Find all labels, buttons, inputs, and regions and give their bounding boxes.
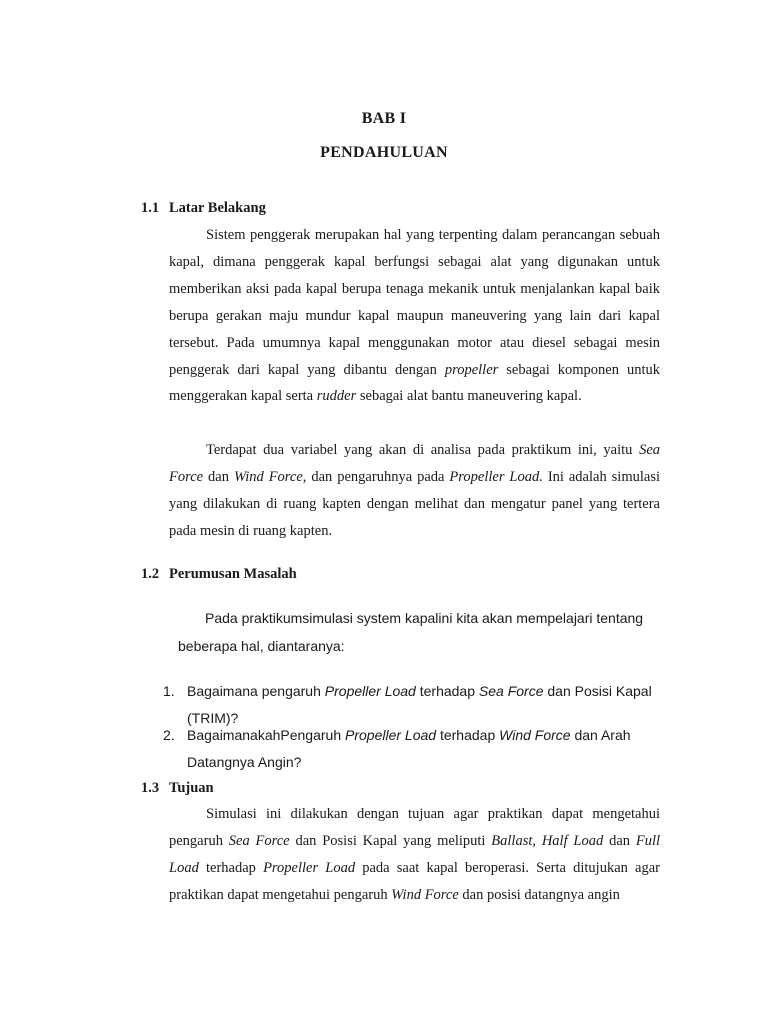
text-run: terhadap	[415, 683, 479, 699]
text-run: Sistem penggerak merupakan hal yang terpenting dalam perancangan sebuah kapal, dimana penggerak kapal berfungsi sebagai alat yang digunakan untuk memberikan aksi pada kapal berupa tenaga mekanik untuk menjalankan kapal baik berupa gerakan maju mundur kapal maupun maneuvering yang lain dari kapal tersebut. Pada umumnya kapal menggunakan motor atau diesel sebagai mesin penggerak dari kapal yang dibantu dengan	[169, 227, 660, 378]
section-title: Latar Belakang	[169, 200, 266, 216]
italic-term: Ballast, Half Load	[491, 832, 604, 849]
text-run: sebagai alat bantu maneuvering kapal.	[356, 388, 582, 405]
italic-term: propeller	[444, 361, 499, 378]
section-heading-1-3	[141, 780, 214, 797]
section-number: 1.2	[141, 566, 160, 582]
problem-intro-line-1: Pada praktikumsimulasi system kapalini kita akan mempelajari tentang	[205, 610, 644, 626]
text-run: pada saat kapal beroperasi. Serta ditujukan agar praktikan dapat mengetahui pengaruh	[169, 859, 661, 903]
italic-term: Full Load	[169, 832, 661, 876]
section-heading-1-1	[141, 200, 266, 217]
list-item-2-line-2: Datangnya Angin?	[187, 754, 302, 770]
section-heading-1-2	[141, 566, 297, 583]
paragraph-latar-belakang-1	[169, 222, 660, 410]
italic-term: Sea Force	[169, 442, 660, 485]
italic-term: Wind Force	[499, 727, 571, 743]
chapter-label: BAB I	[361, 110, 407, 127]
section-title: Tujuan	[169, 780, 214, 796]
list-number: 1.	[163, 683, 175, 699]
section-number: 1.1	[141, 200, 160, 216]
text-run: terhadap	[198, 859, 264, 876]
text-run: Simulasi ini dilakukan dengan tujuan agar praktikan dapat mengetahui pengaruh	[169, 806, 660, 849]
italic-term: Sea Force	[478, 683, 544, 699]
text-run: dan Posisi Kapal yang meliputi	[289, 832, 492, 849]
list-number: 2.	[163, 727, 175, 743]
list-item-2-line-1	[187, 727, 631, 743]
italic-term: rudder	[316, 388, 357, 405]
chapter-title: PENDAHULUAN	[320, 144, 448, 161]
text-run: , dan pengaruhnya pada	[302, 468, 450, 485]
text-run: dan Arah	[570, 727, 631, 743]
text-run: dan posisi datangnya angin	[458, 886, 620, 903]
text-run: Bagaimana pengaruh	[187, 683, 325, 699]
italic-term: Wind Force	[391, 886, 459, 903]
italic-term: Propeller Load	[345, 727, 437, 743]
text-run: dan Posisi Kapal	[543, 683, 652, 699]
italic-term: Sea Force	[228, 832, 290, 849]
text-run: dan	[203, 468, 234, 485]
text-run: BagaimanakahPengaruh	[187, 727, 346, 743]
problem-intro-line-2: beberapa hal, diantaranya:	[178, 638, 345, 654]
list-item-1-line-2: (TRIM)?	[187, 710, 239, 726]
section-title: Perumusan Masalah	[169, 566, 297, 582]
italic-term: Propeller Load	[324, 683, 416, 699]
italic-term: Propeller Load	[263, 859, 356, 876]
list-item-1-line-1	[187, 683, 652, 699]
text-run: terhadap	[436, 727, 500, 743]
text-run: dan	[603, 832, 636, 849]
text-run: Terdapat dua variabel yang akan di analisa pada praktikum ini, yaitu	[206, 442, 640, 458]
text-run: sebagai komponen untuk menggerakan kapal serta	[169, 361, 660, 405]
italic-term: Propeller Load.	[449, 468, 543, 485]
paragraph-latar-belakang-2	[169, 437, 660, 545]
italic-term: Wind Force	[233, 468, 303, 485]
text-run: Ini adalah simulasi yang dilakukan di ruang kapten dengan melihat dan mengatur panel yang tertera pada mesin di ruang kapten.	[169, 468, 660, 539]
section-number: 1.3	[141, 780, 160, 796]
paragraph-tujuan-1	[169, 801, 660, 909]
